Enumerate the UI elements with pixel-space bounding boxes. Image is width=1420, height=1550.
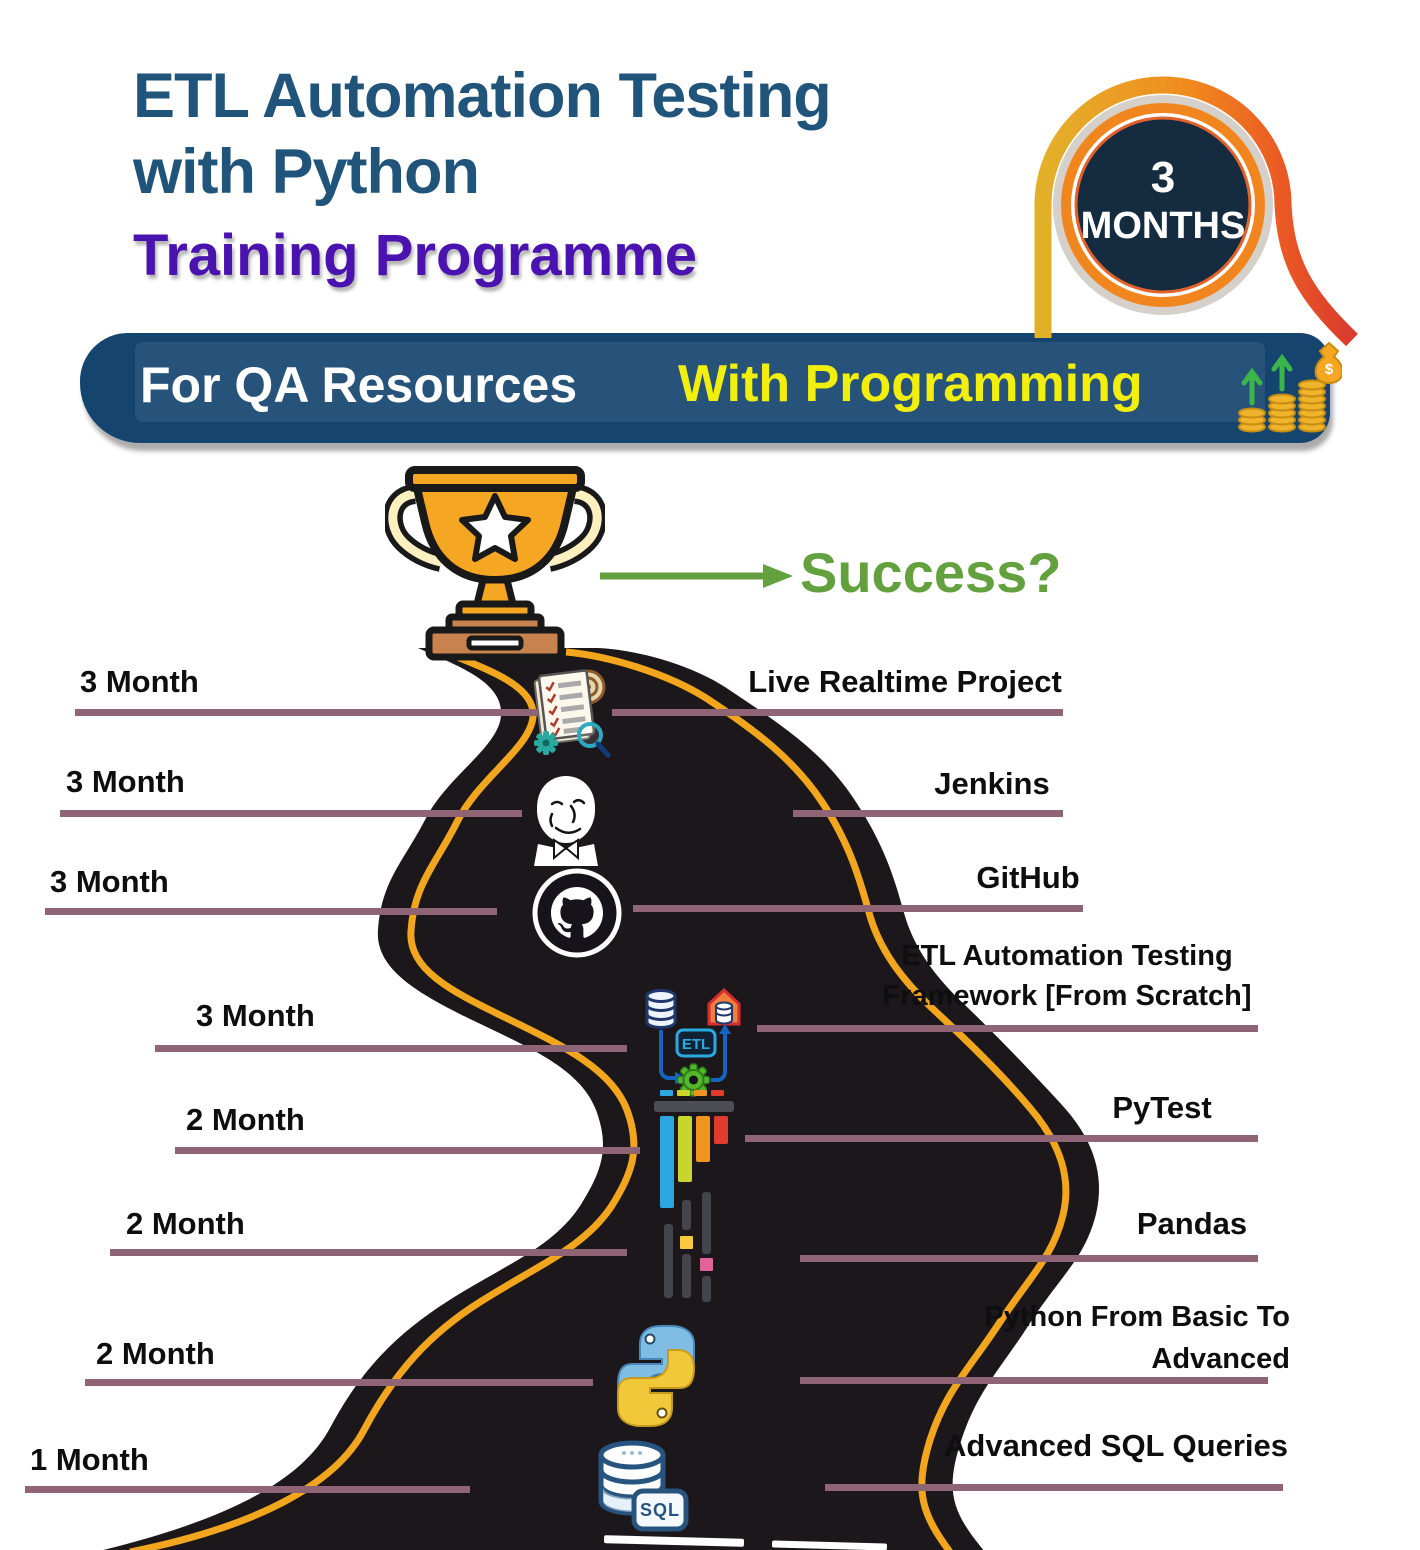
- topic-label: Advanced SQL Queries: [944, 1428, 1288, 1463]
- banner-left-text: For QA Resources: [140, 357, 578, 413]
- milestone-line-left: [175, 1147, 640, 1154]
- success-label: Success?: [800, 541, 1062, 604]
- etl-framework-icon: [633, 982, 751, 1102]
- milestone-line-right: [633, 905, 1083, 912]
- milestone-line-right: [612, 709, 1063, 716]
- money-bag-symbol: $: [1324, 361, 1334, 378]
- milestone-line-left: [60, 810, 522, 817]
- month-label: 2 Month: [126, 1206, 245, 1241]
- title-line2: with Python: [133, 137, 479, 207]
- topic-label: GitHub: [976, 860, 1080, 895]
- month-label: 1 Month: [30, 1442, 149, 1477]
- sql-badge-label: SQL: [639, 1500, 681, 1520]
- python-icon: [614, 1322, 709, 1432]
- milestone-line-left: [110, 1249, 627, 1256]
- banner-right-text: With Programming: [678, 355, 1143, 413]
- milestone-line-left: [85, 1379, 593, 1386]
- github-icon: [531, 867, 623, 959]
- milestone-line-left: [75, 709, 548, 716]
- trophy-icon: [385, 460, 605, 665]
- magnifier-icon: [579, 724, 608, 755]
- pandas-icon: [658, 1192, 736, 1310]
- milestone-line-right: [745, 1135, 1258, 1142]
- etl-box-label: ETL: [681, 1036, 711, 1053]
- milestone-line-right: [757, 1025, 1258, 1032]
- topic-label: Python From Basic To Advanced: [984, 1301, 1290, 1375]
- milestone-line-left: [155, 1045, 627, 1052]
- badge-number: 3: [1150, 153, 1176, 202]
- milestone-line-left: [45, 908, 497, 915]
- milestone-line-left: [25, 1486, 470, 1493]
- month-label: 3 Month: [80, 664, 199, 699]
- topic-label: ETL Automation Testing Framework [From Scratch]: [882, 940, 1252, 1012]
- jenkins-icon: [522, 770, 610, 868]
- sql-database-icon: [592, 1437, 692, 1539]
- milestone-line-right: [793, 810, 1063, 817]
- month-label: 3 Month: [50, 864, 169, 899]
- topic-label: PyTest: [1112, 1090, 1212, 1125]
- month-label: 3 Month: [66, 764, 185, 799]
- month-label: 2 Month: [96, 1336, 215, 1371]
- success-arrow-icon: [595, 540, 800, 610]
- gear-icon: [534, 731, 558, 755]
- topic-label: Live Realtime Project: [748, 664, 1062, 699]
- month-label: 2 Month: [186, 1102, 305, 1137]
- milestone-line-right: [800, 1255, 1258, 1262]
- month-label: 3 Month: [196, 998, 315, 1033]
- badge-unit: MONTHS: [1080, 205, 1246, 247]
- title-line1: ETL Automation Testing: [133, 61, 831, 131]
- topic-label: Pandas: [1136, 1206, 1248, 1241]
- topic-label: Jenkins: [934, 766, 1050, 801]
- checklist-document-icon: [524, 665, 620, 761]
- page-subtitle: Training Programme: [133, 223, 698, 288]
- milestone-line-right: [825, 1484, 1283, 1491]
